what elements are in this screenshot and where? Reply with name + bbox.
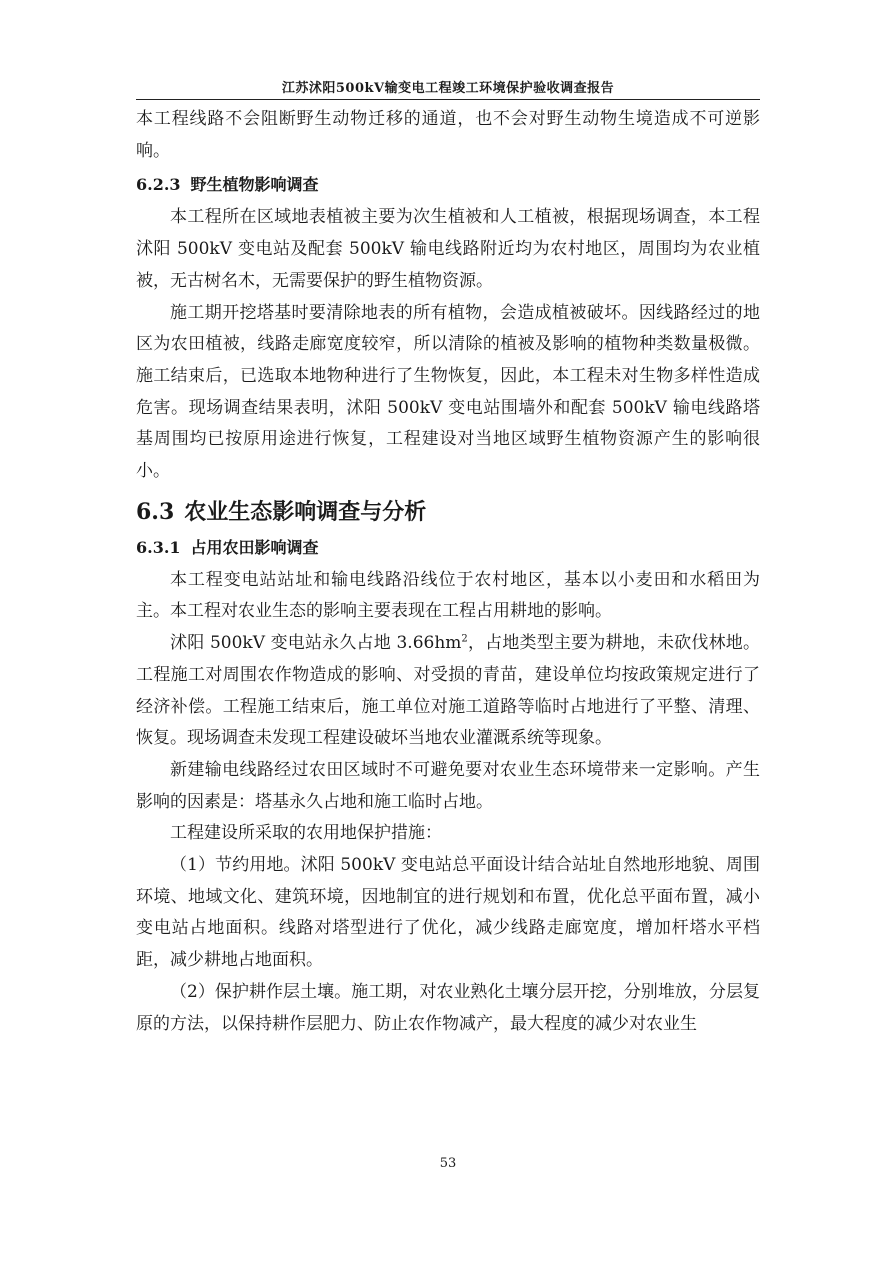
section-heading-6-3-1: [136, 533, 760, 563]
text-run: 沭阳 500kV 变电站永久占地 3.66hm: [170, 633, 462, 654]
paragraph: 新建输电线路经过农田区域时不可避免要对农业生态环境带来一定影响。产生影响的因素是：塔基永久占地和施工临时占地。: [136, 759, 760, 812]
section-title: 野生植物影响调查: [190, 175, 319, 195]
superscript: 2: [461, 633, 468, 645]
running-header: 江苏沭阳500kV输变电工程竣工环境保护验收调查报告: [281, 81, 615, 96]
paragraph: 本工程所在区域地表植被主要为次生植被和人工植被，根据现场调查，本工程沭阳 500kV 变电站及配套 500kV 输电线路附近均为农村地区，周围均为农业植被，无古树名木，无需要保护的野生植物资源。: [136, 207, 760, 291]
paragraph: 本工程线路不会阻断野生动物迁移的通道，也不会对野生动物生境造成不可逆影响。: [136, 109, 760, 161]
page-content: [136, 104, 760, 1040]
paragraph: 本工程变电站站址和输电线路沿线位于农村地区，基本以小麦田和水稻田为主。本工程对农业生态的影响主要表现在工程占用耕地的影响。: [136, 569, 760, 622]
section-title: 农业生态影响调查与分析: [184, 498, 427, 525]
paragraph: 工程建设所采取的农用地保护措施：: [170, 823, 442, 844]
page-number: 53: [439, 1156, 457, 1171]
paragraph-land-area: [136, 628, 760, 755]
section-number: 6.2.3: [136, 175, 181, 195]
list-item-2: （2）保护耕作层土壤。施工期，对农业熟化土壤分层开挖，分别堆放，分层复原的方法，以保持耕作层肥力、防止农作物减产，最大程度的减少对农业生: [136, 981, 760, 1034]
header-rule: [136, 99, 760, 100]
section-heading-6-3: [136, 494, 760, 530]
paragraph: 施工期开挖塔基时要清除地表的所有植物，会造成植被破坏。因线路经过的地区为农田植被，线路走廊宽度较窄，所以清除的植被及影响的植物种类数量极微。施工结束后，已选取本地物种进行了生物恢复，因此，本工程未对生物多样性造成危害。现场调查结果表明，沭阳 500kV 变电站围墙外和配套 500kV 输电线路塔基周围均已按原用途进行恢复，工程建设对当地区域野生植物资源产生的影响很小。: [136, 302, 760, 482]
section-number: 6.3: [136, 498, 175, 525]
list-item-1: （1）节约用地。沭阳 500kV 变电站总平面设计结合站址自然地形地貌、周围环境、地域文化、建筑环境，因地制宜的进行规划和布置，优化总平面布置，减小变电站占地面积。线路对塔型进行了优化，减少线路走廊宽度，增加杆塔水平档距，减少耕地占地面积。: [136, 855, 760, 971]
section-heading-6-2-3: [136, 170, 760, 200]
section-number: 6.3.1: [136, 537, 181, 557]
text-run: ，占地类型主要为耕地，未砍伐林地。工程施工对周围农作物造成的影响、对受损的青苗，建设单位均按政策规定进行了经济补偿。工程施工结束后，施工单位对施工道路等临时占地进行了平整、清理、恢复。现场调查未发现工程建设破坏当地农业灌溉系统等现象。: [136, 633, 760, 749]
section-title: 占用农田影响调查: [190, 537, 319, 557]
